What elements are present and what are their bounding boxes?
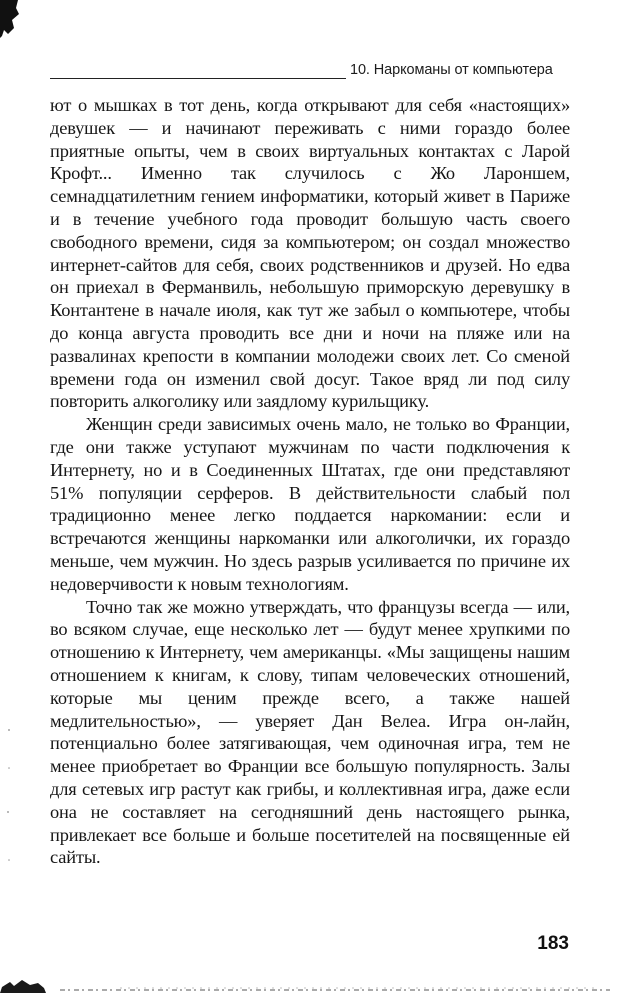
paragraph-2: Женщин среди зависимых очень мало, не только во Франции, где они также уступают мужчинам по части подключения к Интернету, но и в Соединенных Штатах, где они представляют 51% популяции серферов. В действительности слабый пол традиционно менее легко поддается наркомании: если и встречаются женщины наркоманки или алкоголички, их гораздо меньше, чем мужчин. Но здесь разрыв усиливается по причине их недоверчивости к новым технологиям. xyxy=(50,414,570,594)
body-text xyxy=(50,94,570,869)
paragraph-1: ют о мышках в тот день, когда открывают для себя «настоящих» девушек — и начинают переживать с ними гораздо более приятные опыты, чем в своих виртуальных контактах с Ларой Крофт... Именно так случилось с Жо Лароншем, семнадцатилетним гением информатики, который живет в Париже и в течение учебного года проводит большую часть своего свободного времени, сидя за компьютером; он создал множество интернет-сайтов для себя, своих родственников и друзей. Но едва он приехал в Ферманвиль, небольшую приморскую деревушку в Контантене в начале июля, как тут же забыл о компьютере, чтобы до конца августа проводить все дни и ночи на пляже или на развалинах крепости в компании молодежи своих лет. Со сменой времени года он изменил свой досуг. Такое вряд ли под силу повторить алкоголику или заядлому курильщику. xyxy=(50,95,570,412)
header-rule xyxy=(50,78,346,79)
running-head: 10. Наркоманы от компьютера xyxy=(350,62,553,78)
paragraph-3: Точно так же можно утверждать, что французы всегда — или, во всяком случае, еще несколько лет — будут менее хрупкими по отношению к Интернету, чем американцы. «Мы защищены нашим отношением к книгам, к слову, типам человеческих отношений, которые мы ценим прежде всего, а также нашей медлительностью», — уверяет Дан Велеа. Игра он-лайн, потенциально более затягивающая, чем одиночная игра, тем не менее приобретает во Франции все большую популярность. Залы для сетевых игр растут как грибы, и коллективная игра, даже если она не составляет на сегодняшний день настоящего рынка, привлекает все больше и больше посетителей на посвященные ей сайты. xyxy=(50,596,570,868)
scan-artifact-margin xyxy=(6,720,12,880)
page-number: 183 xyxy=(537,933,569,954)
scan-artifact-top xyxy=(0,0,20,38)
scan-artifact-bottom xyxy=(0,978,620,993)
